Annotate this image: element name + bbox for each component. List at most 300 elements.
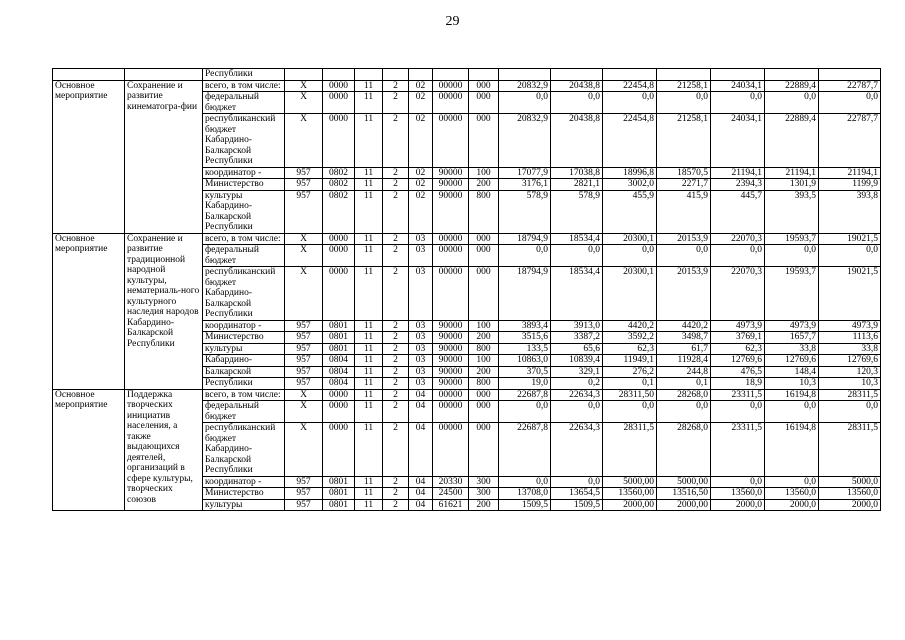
event-name-cell: Сохранение и развитие кинематогра-фии	[125, 80, 203, 233]
table-cell: 21258,1	[657, 80, 711, 92]
table-cell: 19,0	[499, 378, 551, 390]
table-cell: 2	[383, 167, 409, 179]
table-cell: 957	[285, 332, 323, 344]
table-cell: 11	[355, 190, 383, 233]
table-cell: 11	[355, 499, 383, 511]
table-cell: 11	[355, 267, 383, 321]
table-cell: 2	[383, 92, 409, 114]
table-cell: 17077,9	[499, 167, 551, 179]
table-cell: 19021,5	[819, 267, 881, 321]
budget-table	[52, 68, 881, 511]
table-cell: 0000	[323, 114, 355, 168]
table-cell: 0,0	[765, 245, 819, 267]
table-cell: 200	[469, 332, 499, 344]
table-cell: 61621	[433, 499, 469, 511]
table-cell: 90000	[433, 355, 469, 367]
table-row	[53, 80, 881, 92]
table-cell: 90000	[433, 167, 469, 179]
table-cell: 22634,3	[551, 423, 603, 477]
table-cell	[499, 69, 551, 81]
table-cell: 0,0	[711, 92, 765, 114]
table-cell: 4973,9	[765, 320, 819, 332]
table-cell: 0,0	[657, 92, 711, 114]
table-cell: 22889,4	[765, 114, 819, 168]
table-cell: 11	[355, 233, 383, 245]
event-status-cell: Основное мероприятие	[53, 80, 125, 233]
table-cell: Х	[285, 233, 323, 245]
table-cell: 2	[383, 378, 409, 390]
table-cell: 800	[469, 190, 499, 233]
table-cell: 0,0	[657, 245, 711, 267]
table-cell: 0,0	[765, 401, 819, 423]
table-cell: 393,8	[819, 190, 881, 233]
table-cell: 3515,6	[499, 332, 551, 344]
table-cell: 2	[383, 190, 409, 233]
table-cell: 33,8	[819, 343, 881, 355]
table-cell: 4973,9	[819, 320, 881, 332]
source-cell: культуры Кабардино-Балкарской Республики	[203, 190, 285, 233]
table-cell: 90000	[433, 343, 469, 355]
table-cell: 11	[355, 343, 383, 355]
table-cell: 957	[285, 366, 323, 378]
table-cell: 0801	[323, 476, 355, 488]
table-cell: 957	[285, 167, 323, 179]
source-cell: республиканский бюджет Кабардино-Балкарской Республики	[203, 423, 285, 477]
table-cell: 244,8	[657, 366, 711, 378]
table-cell: 02	[409, 179, 433, 191]
table-cell: 0,0	[551, 92, 603, 114]
table-cell: 00000	[433, 389, 469, 401]
table-cell: 13708,0	[499, 488, 551, 500]
table-cell: 20153,9	[657, 267, 711, 321]
table-cell: 120,3	[819, 366, 881, 378]
source-cell: координатор -	[203, 167, 285, 179]
table-cell: 0,0	[603, 401, 657, 423]
table-cell: 03	[409, 355, 433, 367]
table-cell: 11	[355, 80, 383, 92]
table-cell: 0000	[323, 389, 355, 401]
table-cell: 17038,8	[551, 167, 603, 179]
table-cell: 10863,0	[499, 355, 551, 367]
table-cell: 10,3	[765, 378, 819, 390]
table-cell: 0,0	[551, 401, 603, 423]
source-cell: координатор -	[203, 476, 285, 488]
table-cell: 000	[469, 389, 499, 401]
table-cell: 02	[409, 92, 433, 114]
table-cell: 000	[469, 114, 499, 168]
table-cell: 000	[469, 401, 499, 423]
table-cell: 2000,00	[657, 499, 711, 511]
table-cell: 3002,0	[603, 179, 657, 191]
table-cell: 13560,0	[765, 488, 819, 500]
event-name-cell: Сохранение и развитие традиционной народной культуры, нематериаль-ного культурного наследия народов Кабардино-Балкарской Республики	[125, 233, 203, 389]
table-cell: 61,7	[657, 343, 711, 355]
table-cell: 0802	[323, 167, 355, 179]
table-cell: 02	[409, 190, 433, 233]
table-cell: 3176,1	[499, 179, 551, 191]
table-cell: 000	[469, 92, 499, 114]
table-cell: 24500	[433, 488, 469, 500]
table-cell: 0,0	[765, 92, 819, 114]
table-cell: 62,3	[603, 343, 657, 355]
table-cell: 0000	[323, 80, 355, 92]
source-cell: Министерство	[203, 179, 285, 191]
table-cell: 22454,8	[603, 80, 657, 92]
table-cell: 0000	[323, 267, 355, 321]
table-cell: 04	[409, 423, 433, 477]
table-cell: 000	[469, 80, 499, 92]
table-cell: 11	[355, 488, 383, 500]
table-cell: 2	[383, 366, 409, 378]
table-cell	[819, 69, 881, 81]
table-cell: 20438,8	[551, 114, 603, 168]
table-cell: 3592,2	[603, 332, 657, 344]
table-cell: 00000	[433, 92, 469, 114]
table-cell: 04	[409, 389, 433, 401]
table-cell: 19021,5	[819, 233, 881, 245]
table-cell: 2	[383, 245, 409, 267]
table-cell: 0,0	[499, 476, 551, 488]
table-cell: 20438,8	[551, 80, 603, 92]
table-cell: 276,2	[603, 366, 657, 378]
table-cell: 3893,4	[499, 320, 551, 332]
table-cell: 2	[383, 355, 409, 367]
table-cell: 11	[355, 179, 383, 191]
table-cell: 90000	[433, 190, 469, 233]
table-cell: 23311,5	[711, 389, 765, 401]
table-cell	[285, 69, 323, 81]
table-cell: 00000	[433, 267, 469, 321]
table-cell: 00000	[433, 245, 469, 267]
table-cell: 133,5	[499, 343, 551, 355]
source-cell: республиканский бюджет Кабардино-Балкарской Республики	[203, 267, 285, 321]
table-cell: 1657,7	[765, 332, 819, 344]
table-cell: 5000,0	[819, 476, 881, 488]
table-cell: 0,0	[819, 245, 881, 267]
table-cell: 0,0	[499, 401, 551, 423]
table-cell: 18,9	[711, 378, 765, 390]
table-cell: 4973,9	[711, 320, 765, 332]
table-cell: 11	[355, 320, 383, 332]
source-cell: всего, в том числе:	[203, 233, 285, 245]
table-cell: 000	[469, 423, 499, 477]
table-cell: 03	[409, 245, 433, 267]
table-cell: 0804	[323, 378, 355, 390]
table-cell: 11	[355, 423, 383, 477]
table-cell: 3769,1	[711, 332, 765, 344]
table-cell: 0801	[323, 343, 355, 355]
table-cell: 22634,3	[551, 389, 603, 401]
table-cell: 19593,7	[765, 233, 819, 245]
table-cell: 2	[383, 114, 409, 168]
table-cell: 11	[355, 366, 383, 378]
table-cell: 03	[409, 332, 433, 344]
table-cell	[469, 69, 499, 81]
table-cell: 13560,0	[711, 488, 765, 500]
event-name-cell: Поддержка творческих инициатив населения, а также выдающихся деятелей, организаций в сфере культуры, творческих союзов	[125, 389, 203, 511]
table-cell: 1113,6	[819, 332, 881, 344]
table-cell: 2	[383, 423, 409, 477]
table-row	[53, 69, 881, 81]
source-cell: всего, в том числе:	[203, 389, 285, 401]
table-cell: 578,9	[551, 190, 603, 233]
table-cell: 957	[285, 476, 323, 488]
table-cell: 00000	[433, 80, 469, 92]
table-cell: 20153,9	[657, 233, 711, 245]
table-cell: 3498,7	[657, 332, 711, 344]
table-cell: 957	[285, 179, 323, 191]
table-cell	[323, 69, 355, 81]
table-cell: 0000	[323, 423, 355, 477]
table-cell: 22889,4	[765, 80, 819, 92]
table-cell: 22687,8	[499, 423, 551, 477]
table-cell: Х	[285, 92, 323, 114]
table-cell: 393,5	[765, 190, 819, 233]
table-cell: 11	[355, 245, 383, 267]
table-cell: 2	[383, 476, 409, 488]
table-cell: 2000,00	[603, 499, 657, 511]
table-cell: 10839,4	[551, 355, 603, 367]
table-cell: 2	[383, 233, 409, 245]
table-cell	[711, 69, 765, 81]
table-cell: 2000,0	[765, 499, 819, 511]
source-cell: культуры	[203, 343, 285, 355]
table-cell: 11	[355, 167, 383, 179]
table-cell: 28268,0	[657, 423, 711, 477]
table-cell: 22787,7	[819, 114, 881, 168]
table-cell: 000	[469, 245, 499, 267]
table-cell: 18794,9	[499, 267, 551, 321]
page-number: 29	[445, 14, 460, 29]
table-cell: 90000	[433, 332, 469, 344]
table-cell: 21194,1	[819, 167, 881, 179]
table-cell: 1301,9	[765, 179, 819, 191]
table-cell: 65,6	[551, 343, 603, 355]
table-cell: 800	[469, 343, 499, 355]
source-cell: Кабардино-	[203, 355, 285, 367]
table-cell: 22070,3	[711, 267, 765, 321]
table-cell: 0,2	[551, 378, 603, 390]
table-cell: 23311,5	[711, 423, 765, 477]
table-cell: 12769,6	[711, 355, 765, 367]
table-cell: 957	[285, 190, 323, 233]
table-cell: 04	[409, 401, 433, 423]
table-cell: 0801	[323, 332, 355, 344]
table-cell: 28311,50	[603, 389, 657, 401]
table-cell: 0000	[323, 401, 355, 423]
table-cell: 0000	[323, 233, 355, 245]
table-cell: 16194,8	[765, 389, 819, 401]
source-cell: Министерство	[203, 332, 285, 344]
table-cell: 22070,3	[711, 233, 765, 245]
table-cell: 0,0	[711, 245, 765, 267]
table-cell: Х	[285, 423, 323, 477]
source-cell: Министерство	[203, 488, 285, 500]
table-cell: 957	[285, 343, 323, 355]
source-cell: Балкарской	[203, 366, 285, 378]
table-cell: 18794,9	[499, 233, 551, 245]
table-cell: 11928,4	[657, 355, 711, 367]
table-cell: 90000	[433, 320, 469, 332]
table-cell: 370,5	[499, 366, 551, 378]
table-cell: 300	[469, 476, 499, 488]
table-cell: 28311,5	[819, 423, 881, 477]
table-cell: 0804	[323, 366, 355, 378]
table-cell: 0000	[323, 92, 355, 114]
table-cell: 1509,5	[551, 499, 603, 511]
table-cell: 0801	[323, 488, 355, 500]
table-cell	[355, 69, 383, 81]
table-cell: 21194,1	[711, 167, 765, 179]
table-row	[53, 233, 881, 245]
table-cell: 5000,00	[657, 476, 711, 488]
table-cell: 0,0	[551, 476, 603, 488]
table-cell: 18534,4	[551, 267, 603, 321]
table-cell: 957	[285, 499, 323, 511]
table-cell: 957	[285, 355, 323, 367]
table-cell: 4420,2	[603, 320, 657, 332]
table-cell: 1509,5	[499, 499, 551, 511]
table-cell: 13654,5	[551, 488, 603, 500]
table-cell: 2	[383, 320, 409, 332]
table-cell: 2000,0	[819, 499, 881, 511]
table-cell: 0,0	[551, 245, 603, 267]
table-cell: 11	[355, 389, 383, 401]
table-cell: Х	[285, 267, 323, 321]
table-cell: 19593,7	[765, 267, 819, 321]
table-cell: 00000	[433, 233, 469, 245]
table-cell: 03	[409, 366, 433, 378]
table-cell: 300	[469, 488, 499, 500]
table-cell: 3913,0	[551, 320, 603, 332]
table-cell: 476,5	[711, 366, 765, 378]
table-cell	[383, 69, 409, 81]
table-cell: 0802	[323, 179, 355, 191]
table-cell	[657, 69, 711, 81]
table-cell: 20330	[433, 476, 469, 488]
table-cell: 20300,1	[603, 267, 657, 321]
table-cell: 11	[355, 476, 383, 488]
table-cell: 2394,3	[711, 179, 765, 191]
table-cell: 2000,0	[711, 499, 765, 511]
table-cell: 33,8	[765, 343, 819, 355]
table-cell: 0,0	[819, 401, 881, 423]
table-cell: 0801	[323, 499, 355, 511]
source-cell: федеральный бюджет	[203, 401, 285, 423]
table-cell: 329,1	[551, 366, 603, 378]
source-cell: федеральный бюджет	[203, 92, 285, 114]
table-cell: 18570,5	[657, 167, 711, 179]
table-cell: 12769,6	[819, 355, 881, 367]
source-cell: Республики	[203, 378, 285, 390]
table-cell: 02	[409, 80, 433, 92]
table-cell	[603, 69, 657, 81]
table-cell: 0,0	[499, 245, 551, 267]
table-cell: 24034,1	[711, 114, 765, 168]
table-cell: 18534,4	[551, 233, 603, 245]
table-cell: 2	[383, 499, 409, 511]
table-cell: 2271,7	[657, 179, 711, 191]
table-cell: Х	[285, 80, 323, 92]
table-cell: 2	[383, 389, 409, 401]
table-cell: 800	[469, 378, 499, 390]
table-cell: 11	[355, 378, 383, 390]
table-cell: 21258,1	[657, 114, 711, 168]
table-cell: 000	[469, 267, 499, 321]
table-cell: 0,0	[603, 92, 657, 114]
table-cell: 100	[469, 355, 499, 367]
table-cell: 04	[409, 488, 433, 500]
table-cell: 100	[469, 320, 499, 332]
source-cell: федеральный бюджет	[203, 245, 285, 267]
table-cell: 04	[409, 499, 433, 511]
table-cell: 03	[409, 378, 433, 390]
table-cell: 28311,5	[819, 389, 881, 401]
table-cell: 200	[469, 366, 499, 378]
table-cell: 0804	[323, 355, 355, 367]
table-cell: 22454,8	[603, 114, 657, 168]
table-cell: 0,0	[499, 92, 551, 114]
table-cell: 13560,00	[603, 488, 657, 500]
table-cell: 04	[409, 476, 433, 488]
table-cell: 90000	[433, 366, 469, 378]
table-cell: 03	[409, 233, 433, 245]
table-cell: 22787,7	[819, 80, 881, 92]
table-cell: 20832,9	[499, 80, 551, 92]
table-cell: 2	[383, 179, 409, 191]
table-row	[53, 389, 881, 401]
table-cell: 578,9	[499, 190, 551, 233]
table-cell: 2	[383, 488, 409, 500]
table-cell: 0,0	[603, 245, 657, 267]
event-status-cell: Основное мероприятие	[53, 389, 125, 511]
table-cell: 13516,50	[657, 488, 711, 500]
table-cell: 00000	[433, 401, 469, 423]
table-cell: 2821,1	[551, 179, 603, 191]
table-cell: 0000	[323, 245, 355, 267]
table-cell	[765, 69, 819, 81]
table-cell: 957	[285, 488, 323, 500]
table-cell: 13560,0	[819, 488, 881, 500]
table-cell: 2	[383, 332, 409, 344]
table-cell: 000	[469, 233, 499, 245]
table-cell: 957	[285, 320, 323, 332]
table-cell: 24034,1	[711, 80, 765, 92]
table-cell: 445,7	[711, 190, 765, 233]
source-cell: Республики	[203, 69, 285, 81]
source-cell: всего, в том числе:	[203, 80, 285, 92]
table-cell: 03	[409, 320, 433, 332]
table-cell: 00000	[433, 423, 469, 477]
table-cell: 03	[409, 343, 433, 355]
table-cell: 11	[355, 332, 383, 344]
table-cell: Х	[285, 114, 323, 168]
table-cell: 28311,5	[603, 423, 657, 477]
table-cell: 455,9	[603, 190, 657, 233]
table-cell: 11949,1	[603, 355, 657, 367]
table-cell: 415,9	[657, 190, 711, 233]
table-cell: 11	[355, 114, 383, 168]
table-cell: 2	[383, 343, 409, 355]
table-cell: 20300,1	[603, 233, 657, 245]
table-cell	[551, 69, 603, 81]
table-cell: 11	[355, 401, 383, 423]
table-cell: 10,3	[819, 378, 881, 390]
table-cell: 21194,1	[765, 167, 819, 179]
table-cell: 957	[285, 378, 323, 390]
table-cell: 11	[355, 92, 383, 114]
table-cell: 3387,2	[551, 332, 603, 344]
